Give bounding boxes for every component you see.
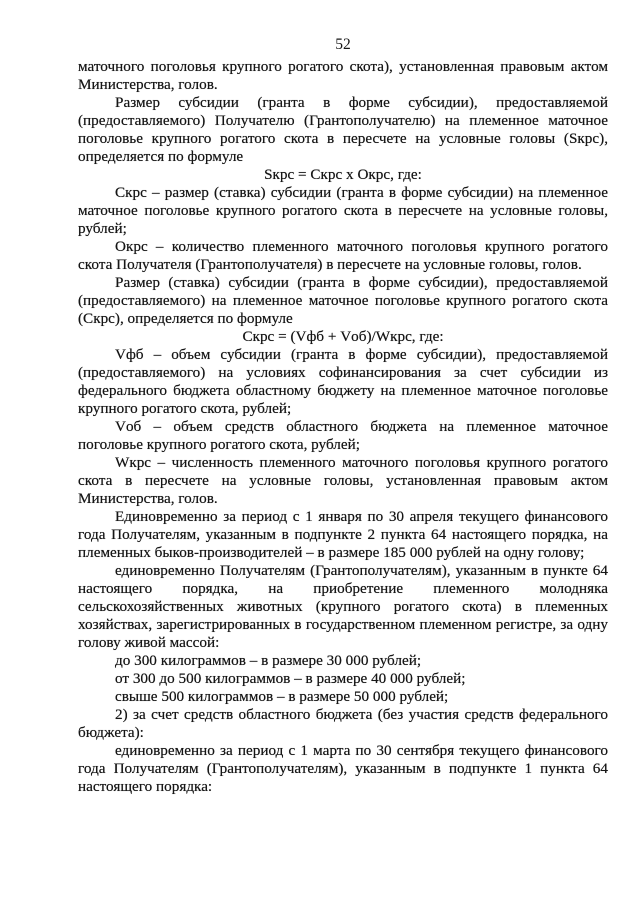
paragraph: единовременно Получателям (Грантополучателям), указанным в пункте 64 настоящего порядка, на приобретение племенного молодняка сельскохозяйственных животных (крупного рогатого скота) в племенных хозяйствах, зарегистрированных в государственном племенном регистре, за одну голову живой массой: bbox=[78, 562, 608, 651]
formula-line: Скрс = (Vфб + Vоб)/Wкрс, где: bbox=[242, 328, 444, 345]
paragraph: Размер (ставка) субсидии (гранта в форме субсидии), предоставляемой (предоставляемого) на племенное маточное поголовье крупного рогатого скота (Скрс), определяется по формуле bbox=[78, 274, 608, 327]
paragraph: маточного поголовья крупного рогатого скота), установленная правовым актом Министерства, голов. bbox=[78, 58, 608, 93]
document-body bbox=[78, 58, 608, 796]
paragraph: Окрс – количество племенного маточного поголовья крупного рогатого скота Получателя (Грантополучателя) в пересчете на условные головы, голов. bbox=[78, 238, 608, 273]
paragraph: 2) за счет средств областного бюджета (без участия средств федерального бюджета): bbox=[78, 706, 608, 741]
paragraph: Vфб – объем субсидии (гранта в форме субсидии), предоставляемой (предоставляемого) на условиях софинансирования за счет субсидии из федерального бюджета областному бюджету на племенное маточное поголовье крупного рогатого скота, рублей; bbox=[78, 346, 608, 417]
paragraph: Wкрс – численность племенного маточного поголовья крупного рогатого скота в пересчете на условные головы, установленная правовым актом Министерства, голов. bbox=[78, 454, 608, 507]
paragraph: Единовременно за период с 1 января по 30 апреля текущего финансового года Получателям, указанным в подпункте 2 пункта 64 настоящего порядка, на племенных быков-производителей – в размере 185 000 рублей на одну голову; bbox=[78, 508, 608, 561]
paragraph: до 300 килограммов – в размере 30 000 рублей; bbox=[115, 652, 422, 669]
paragraph: Vоб – объем средств областного бюджета на племенное маточное поголовье крупного рогатого скота, рублей; bbox=[78, 418, 608, 453]
paragraph: от 300 до 500 килограммов – в размере 40 000 рублей; bbox=[115, 670, 466, 687]
paragraph: свыше 500 килограммов – в размере 50 000 рублей; bbox=[115, 688, 449, 705]
paragraph: Скрс – размер (ставка) субсидии (гранта в форме субсидии) на племенное маточное поголовье крупного рогатого скота в пересчете на условные головы, рублей; bbox=[78, 184, 608, 237]
paragraph: Размер субсидии (гранта в форме субсидии), предоставляемой (предоставляемого) Получателю (Грантополучателю) на племенное маточное поголовье крупного рогатого скота в пересчете на условные головы (Sкрс), определяется по формуле bbox=[78, 94, 608, 165]
paragraph: единовременно за период с 1 марта по 30 сентября текущего финансового года Получателям (Грантополучателям), указанным в подпункте 1 пункта 64 настоящего порядка: bbox=[78, 742, 608, 795]
formula-line: Sкрс = Скрс х Окрс, где: bbox=[264, 166, 422, 183]
page-number: 52 bbox=[335, 36, 351, 53]
